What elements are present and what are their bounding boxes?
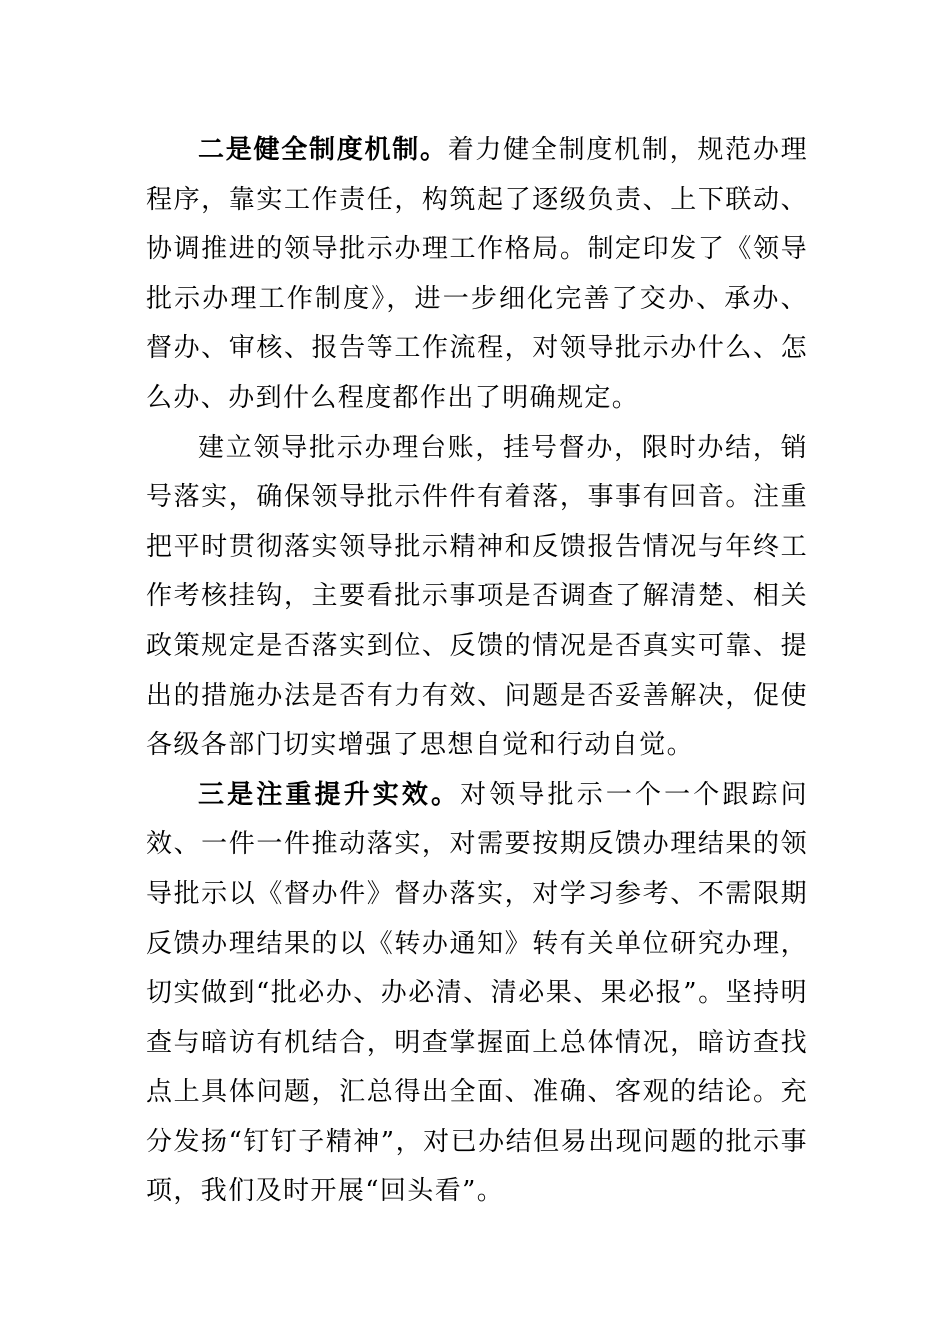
paragraph-text: 对领导批示一个一个跟踪问效、一件一件推动落实，对需要按期反馈办理结果的领导批示以《督办件》督办落实，对学习参考、不需限期反馈办理结果的以《转办通知》转有关单位研究办理，切实做到“批必办、办必清、清必果、果必报”。坚持明查与暗访有机结合，明查掌握面上总体情况，暗访查找点上具体问题，汇总得出全面、准确、客观的结论。充分发扬“钉钉子精神”，对已办结但易出现问题的批示事项，我们及时开展“回头看”。: [146, 779, 808, 1207]
paragraph-effectiveness: [146, 771, 808, 1217]
document-body: [146, 126, 808, 1217]
paragraph-heading: 二是健全制度机制。: [198, 135, 448, 165]
paragraph-text: 着力健全制度机制，规范办理程序，靠实工作责任，构筑起了逐级负责、上下联动、协调推进的领导批示办理工作格局。制定印发了《领导批示办理工作制度》，进一步细化完善了交办、承办、督办、审核、报告等工作流程，对领导批示办什么、怎么办、办到什么程度都作出了明确规定。: [146, 135, 808, 413]
paragraph-text: 建立领导批示办理台账，挂号督办，限时办结，销号落实，确保领导批示件件有着落，事事有回音。注重把平时贯彻落实领导批示精神和反馈报告情况与年终工作考核挂钩，主要看批示事项是否调查了解清楚、相关政策规定是否落实到位、反馈的情况是否真实可靠、提出的措施办法是否有力有效、问题是否妥善解决，促使各级各部门切实增强了思想自觉和行动自觉。: [146, 432, 808, 761]
paragraph-heading: 三是注重提升实效。: [198, 779, 461, 810]
paragraph-ledger-supervision: [146, 424, 808, 771]
paragraph-institutional-mechanism: [146, 126, 808, 424]
